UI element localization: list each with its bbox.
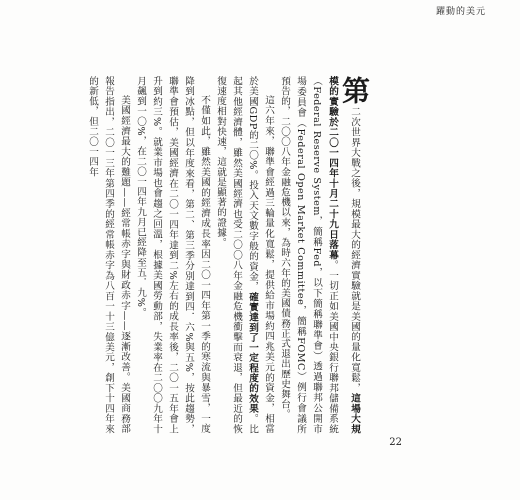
running-head: 躍動的美元	[435, 7, 486, 17]
paragraph-2-text-b: 。比起其他經濟體，雖然美國經濟也受二〇〇八年金融危機衝擊而衰退，但最近的恢復速度相對快速，這就是顯著的證據。	[215, 76, 258, 435]
paragraph-2-text-a: 這六年來，聯準會經過三輪量化寬鬆，提供給市場約四兆美元的資金，相當於美國GDP的二〇%。投入天文數字般的資金，	[247, 76, 274, 434]
body-text	[87, 76, 371, 435]
paragraph-3: 不僅如此，雖然美國的經濟成長率因二〇一四年第一季的寒流與暴雪，一度降到冰點，但以年度來看，第二、第三季分別達到四．六%與五%，按此趨勢，聯準會預估，美國經濟在二〇一四年達到二%左右的成長率後，二〇一五年會上升到約三%。就業市場也會趨之回溫，根據美國勞動部，失業率在二〇〇九年十月飆到一〇%，在二〇一四年九月已經降至五．九%。	[135, 76, 210, 434]
paragraph-1	[276, 76, 371, 434]
paragraph-4: 美國經濟最大的難題——經常帳赤字與財政赤字——逐漸改善。美國商務部報告指出，二〇一三年第四季的經常帳赤字為八百一十三億美元，創下十四年來的新低，但二〇一四年	[87, 76, 130, 434]
paragraph-2-bold: 確實達到了一定程度的效果	[247, 291, 258, 414]
paragraph-1-text-b: 。一切正如美國中央銀行聯邦儲備系統（Federal Reserve System，簡稱Fed，以下簡稱聯準會）透過聯邦公開市場委員會（Federal Open Market Committee，簡稱FOMC）例行會議所預告的，二〇〇八年金融危機以來，為時六年的美國債務正式退出歷史舞台。	[279, 76, 338, 434]
paragraph-1-bold: 這場大規模的實驗於二〇一四年十月二十九日落幕	[327, 76, 360, 434]
paragraph-2	[212, 76, 276, 434]
paragraph-1-text-a: 二次世界大戰之後，規模最大的經濟實驗就是美國的量化寬鬆，	[349, 106, 360, 394]
page-number: 22	[389, 437, 402, 448]
drop-cap: 第	[338, 76, 371, 105]
